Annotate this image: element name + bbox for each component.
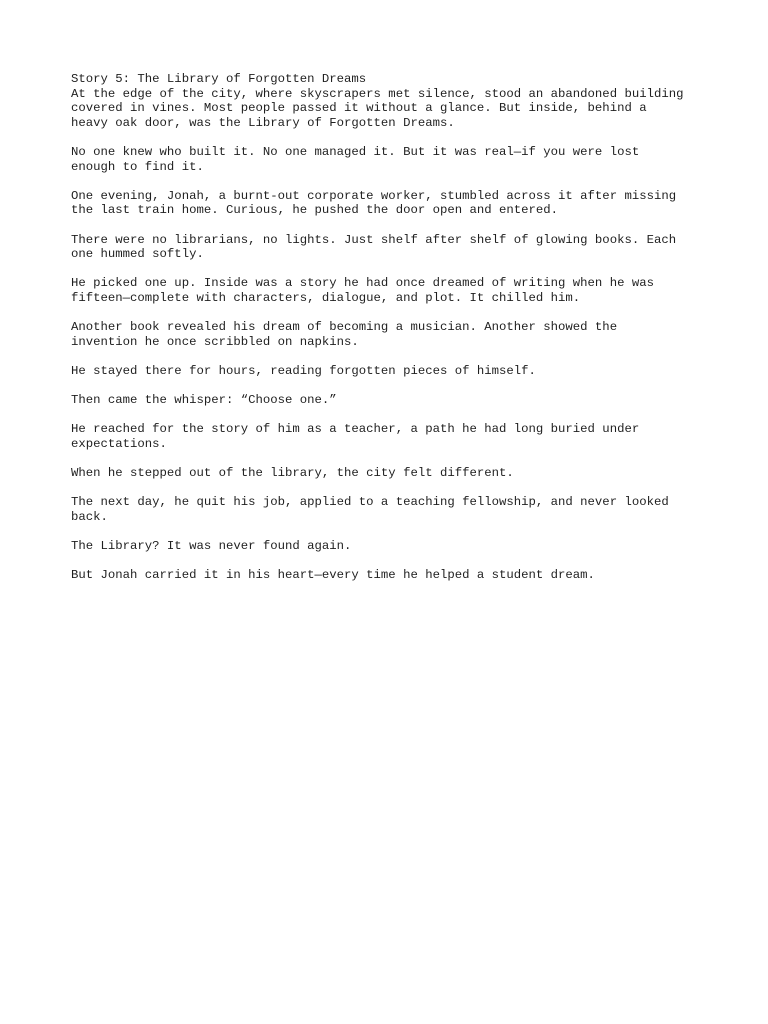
paragraph-10: When he stepped out of the library, the city felt different.	[71, 466, 514, 481]
paragraph-4: There were no librarians, no lights. Just shelf after shelf of glowing books. Each one hummed softly.	[71, 232, 677, 262]
paragraph-11: The next day, he quit his job, applied to a teaching fellowship, and never looked back.	[71, 495, 669, 524]
paragraph-12: The Library? It was never found again.	[71, 539, 352, 553]
paragraph-8: Then came the whisper: “Choose one.”	[71, 393, 337, 408]
paragraph-13: But Jonah carried it in his heart—every time he helped a student dream.	[71, 568, 595, 583]
paragraph-3: One evening, Jonah, a burnt-out corporate worker, stumbled across it after missing the last train home. Curious, he pushed the door open and entered.	[71, 188, 677, 218]
paragraph-6: Another book revealed his dream of becoming a musician. Another showed the invention he once scribbled on napkins.	[71, 320, 618, 349]
paragraph-7: He stayed there for hours, reading forgotten pieces of himself.	[71, 363, 536, 378]
paragraph-5: He picked one up. Inside was a story he had once dreamed of writing when he was fifteen—complete with characters, dialogue, and plot. It chilled him.	[71, 276, 654, 305]
paragraph-1: At the edge of the city, where skyscrapers met silence, stood an abandoned building covered in vines. Most people passed it without a glance. But inside, behind a heavy oak door, was the Library of Forgotten Dreams.	[71, 86, 684, 130]
story-title: Story 5: The Library of Forgotten Dreams	[71, 72, 367, 86]
paragraph-2: No one knew who built it. No one managed it. But it was real—if you were lost enough to find it.	[71, 144, 640, 174]
paragraph-9: He reached for the story of him as a teacher, a path he had long buried under expectations.	[71, 422, 640, 451]
document-page	[71, 72, 711, 597]
